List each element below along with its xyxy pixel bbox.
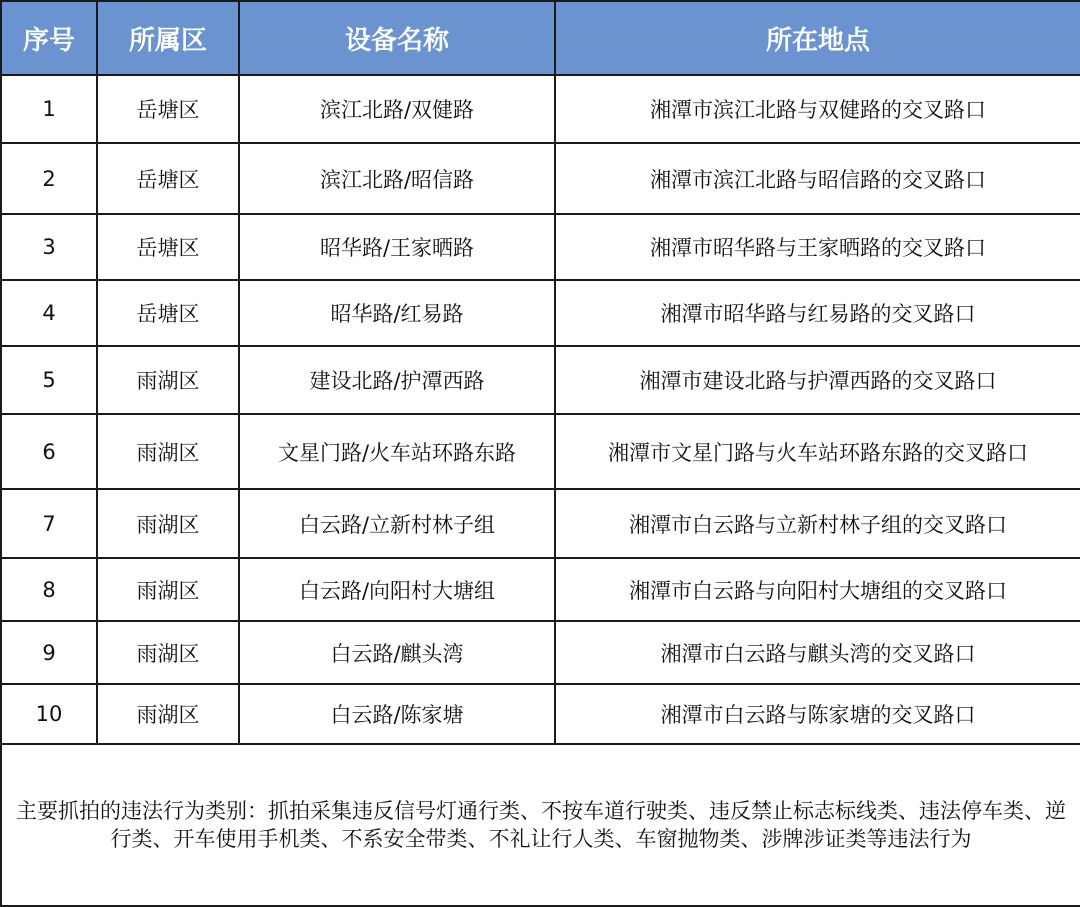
table-row [1, 414, 1080, 489]
cell-district: 雨湖区 [97, 414, 239, 489]
note-row [1, 744, 1080, 906]
cell-device-name: 昭华路/红易路 [239, 280, 555, 346]
cell-location: 湘潭市白云路与向阳村大塘组的交叉路口 [555, 558, 1080, 621]
cell-device-name: 白云路/麒头湾 [239, 621, 555, 684]
cell-device-name: 滨江北路/昭信路 [239, 143, 555, 214]
cell-location: 湘潭市文星门路与火车站环路东路的交叉路口 [555, 414, 1080, 489]
cell-device-name: 白云路/立新村林子组 [239, 489, 555, 558]
cell-location: 湘潭市滨江北路与双健路的交叉路口 [555, 75, 1080, 143]
cell-index: 5 [1, 346, 97, 414]
table-row [1, 621, 1080, 684]
cell-index: 3 [1, 214, 97, 280]
table-row [1, 346, 1080, 414]
cell-district: 岳塘区 [97, 75, 239, 143]
header-row [1, 1, 1080, 75]
header-index: 序号 [1, 1, 97, 75]
cell-device-name: 昭华路/王家晒路 [239, 214, 555, 280]
cell-location: 湘潭市白云路与麒头湾的交叉路口 [555, 621, 1080, 684]
cell-district: 雨湖区 [97, 621, 239, 684]
header-device-name: 设备名称 [239, 1, 555, 75]
cell-index: 7 [1, 489, 97, 558]
cell-district: 雨湖区 [97, 346, 239, 414]
table-row [1, 558, 1080, 621]
cell-location: 湘潭市昭华路与红易路的交叉路口 [555, 280, 1080, 346]
cell-district: 岳塘区 [97, 214, 239, 280]
cell-index: 6 [1, 414, 97, 489]
cell-district: 雨湖区 [97, 684, 239, 744]
cell-index: 4 [1, 280, 97, 346]
violation-types-note: 主要抓拍的违法行为类别：抓拍采集违反信号灯通行类、不按车道行驶类、违反禁止标志标线类、违法停车类、逆行类、开车使用手机类、不系安全带类、不礼让行人类、车窗抛物类、涉牌涉证类等违法行为 [1, 744, 1080, 906]
header-district: 所属区 [97, 1, 239, 75]
table-row [1, 143, 1080, 214]
table-row [1, 280, 1080, 346]
cell-index: 10 [1, 684, 97, 744]
cell-index: 1 [1, 75, 97, 143]
cell-device-name: 白云路/陈家塘 [239, 684, 555, 744]
cell-device-name: 白云路/向阳村大塘组 [239, 558, 555, 621]
cell-location: 湘潭市白云路与陈家塘的交叉路口 [555, 684, 1080, 744]
cell-location: 湘潭市昭华路与王家晒路的交叉路口 [555, 214, 1080, 280]
table-row [1, 489, 1080, 558]
cell-index: 9 [1, 621, 97, 684]
cell-device-name: 文星门路/火车站环路东路 [239, 414, 555, 489]
table-row [1, 214, 1080, 280]
cell-index: 8 [1, 558, 97, 621]
cell-index: 2 [1, 143, 97, 214]
cell-district: 岳塘区 [97, 143, 239, 214]
cell-district: 雨湖区 [97, 558, 239, 621]
cell-location: 湘潭市白云路与立新村林子组的交叉路口 [555, 489, 1080, 558]
cell-location: 湘潭市滨江北路与昭信路的交叉路口 [555, 143, 1080, 214]
cell-district: 岳塘区 [97, 280, 239, 346]
table-row [1, 75, 1080, 143]
cell-location: 湘潭市建设北路与护潭西路的交叉路口 [555, 346, 1080, 414]
header-location: 所在地点 [555, 1, 1080, 75]
cell-device-name: 建设北路/护潭西路 [239, 346, 555, 414]
cell-district: 雨湖区 [97, 489, 239, 558]
table-row [1, 684, 1080, 744]
cell-device-name: 滨江北路/双健路 [239, 75, 555, 143]
